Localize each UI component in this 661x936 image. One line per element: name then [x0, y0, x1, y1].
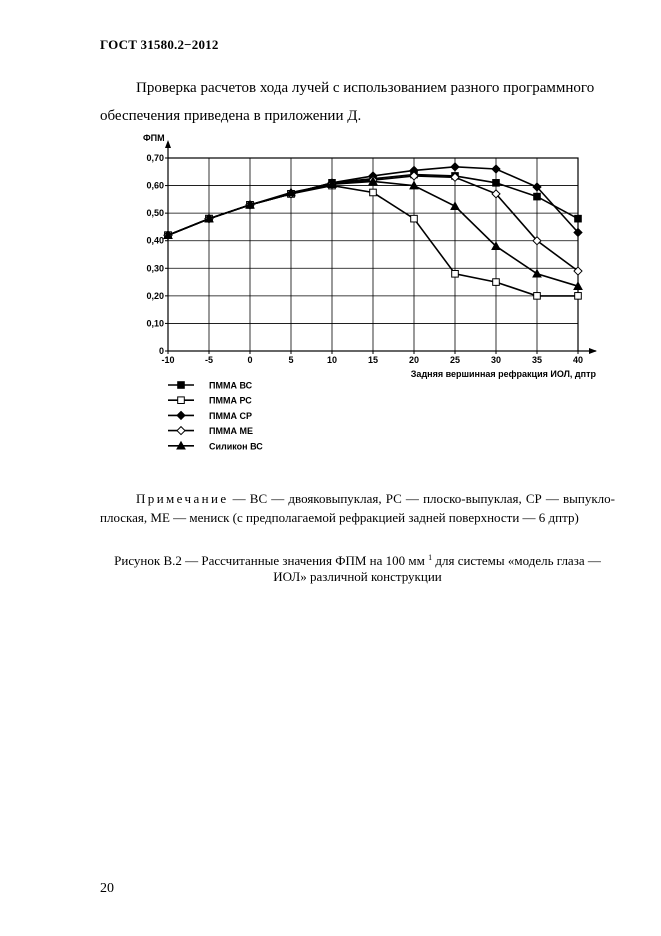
x-tick-label: 40 — [572, 355, 584, 365]
x-tick-label: 30 — [490, 355, 502, 365]
data-point — [534, 193, 541, 200]
intro-line-2: обеспечения приведена в приложении Д. — [100, 108, 362, 124]
data-point — [575, 293, 582, 300]
figure-caption — [100, 550, 615, 585]
x-tick-label: 10 — [326, 355, 338, 365]
data-point — [533, 270, 541, 278]
x-tick-label: 35 — [531, 355, 543, 365]
x-axis-title: Задняя вершинная рефракция ИОЛ, дптр — [410, 369, 596, 379]
legend-marker — [178, 382, 185, 389]
x-tick-label: 15 — [367, 355, 379, 365]
note-label: Примечание — [136, 491, 229, 506]
figure-note — [100, 489, 615, 527]
caption-superscript: 1 — [428, 553, 433, 562]
legend-marker — [178, 397, 185, 404]
legend-marker — [177, 411, 185, 419]
page-number: 20 — [100, 881, 114, 896]
data-point — [575, 215, 582, 222]
y-tick-label: 0,60 — [146, 180, 164, 191]
data-point — [451, 163, 459, 171]
y-tick-label: 0,50 — [146, 208, 164, 219]
x-axis-arrow — [589, 348, 597, 354]
data-point — [451, 202, 459, 210]
legend-label: ПММА ВС — [209, 380, 253, 391]
y-axis-title: ФПМ — [143, 133, 165, 143]
data-point — [452, 271, 459, 278]
y-tick-label: 0,30 — [146, 263, 164, 274]
legend-marker — [177, 427, 185, 435]
y-tick-label: 0 — [158, 346, 164, 356]
y-tick-label: 0,10 — [146, 318, 164, 329]
y-tick-label: 0,70 — [146, 153, 164, 163]
legend-label: Силикон ВС — [209, 441, 263, 452]
x-tick-label: -5 — [204, 355, 214, 365]
note-text: — ВС — двояковыпуклая, РС — плоско-выпуклая, СР — выпукло-плоская, МЕ — мениск (с предполагаемой рефракцией задней поверхности — 6 дптр) — [100, 491, 615, 525]
data-point — [493, 180, 500, 187]
data-point — [370, 189, 377, 196]
caption-part-1: Рисунок В.2 — Рассчитанные значения ФПМ на 100 мм — [114, 553, 425, 568]
data-point — [492, 165, 500, 173]
caption-part-2: для системы «модель глаза — ИОЛ» различной конструкции — [273, 553, 601, 584]
x-tick-label: 5 — [288, 355, 294, 365]
x-tick-label: -10 — [161, 355, 175, 365]
chart-legend — [168, 381, 263, 452]
y-tick-label: 0,20 — [146, 290, 164, 301]
data-point — [493, 279, 500, 286]
legend-label: ПММА МЕ — [209, 426, 253, 437]
data-point — [534, 293, 541, 300]
x-tick-label: 20 — [408, 355, 420, 365]
legend-label: ПММА РС — [209, 395, 252, 406]
x-tick-label: 25 — [449, 355, 461, 365]
x-tick-label: 0 — [247, 355, 253, 365]
intro-line-1: Проверка расчетов хода лучей с использованием разного программного — [136, 80, 595, 96]
y-tick-label: 0,40 — [146, 235, 164, 246]
y-axis-arrow — [165, 140, 171, 148]
data-point — [411, 215, 418, 222]
document-header: ГОСТ 31580.2−2012 — [100, 37, 219, 52]
legend-label: ПММА СР — [209, 410, 252, 421]
